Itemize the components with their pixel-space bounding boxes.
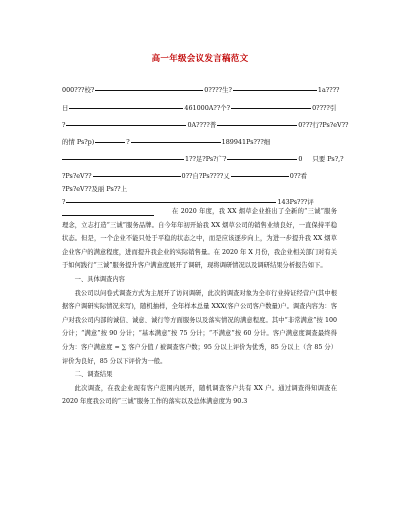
paragraph: 我公司以问卷式调查方式为主展开了访问调研，此次的调查对象为全市行业持证经营户(其中根据客户调研实际情况来写)，随机抽样，全年样本总量 XXX(客户公司客户数量)户。调查内容为：客户对我公司内部的诚信、诚意、诚行等方面服务以及落实情况的满意程度。其中“非常满意”按 100 分计；“满意”按 90 分计；“基本满意”按 75 分计；“不满意”按 60 分计。客户满意度调查最终得分为：客户满意度 = ∑ 客户分值 / 被调查客户数；95 分以上评价为优秀，85 分以上（含 85 分）评价为良好，85 分以下评价为一般。 xyxy=(62,289,337,365)
underline-rule xyxy=(93,176,181,177)
garbled-line xyxy=(62,155,344,163)
garbled-line xyxy=(62,172,307,180)
underline-rule xyxy=(217,125,297,126)
garbled-text: 0????生? xyxy=(204,86,232,94)
garbled-text: 0????引 xyxy=(312,104,337,112)
garbled-text: 1a???? xyxy=(317,86,340,94)
paragraph: 在 2020 年度，我 XX 烟草企业推出了全新的“三诚”服务理念，立志打造“三诚”服务品牌。自今年年初开始我 XX 烟草公司的销售业绩良好，一直保持平稳状态。但是，一个企业不能只处于平稳的状态之中，而是应该逐步向上，为进一步提升我 XX 烟草企业客户的满意程度，进而提升我企业的实际销售量。在 2020 年 X 月份，我企业相关部门对有关于如何践行“三诚”服务提升客户满意度展开了调研，现将调研情况以及调研结果分析报告如下。 xyxy=(62,208,337,270)
document-body xyxy=(62,205,337,409)
section-heading: 一、具体调查内容 xyxy=(74,275,125,283)
underline-rule xyxy=(231,176,289,177)
garbled-line xyxy=(62,104,336,112)
garbled-text: 461000A??个? xyxy=(184,104,231,112)
underline-rule xyxy=(66,125,186,126)
garbled-text: ?Ps?eV?? xyxy=(62,172,92,180)
garbled-text: 日 xyxy=(62,104,69,112)
garbled-text: 000???校? xyxy=(62,86,95,94)
underline-rule xyxy=(95,142,125,143)
underline-rule xyxy=(131,142,221,143)
garbled-text: ? xyxy=(62,198,66,206)
garbled-text: 0A????普 xyxy=(187,121,217,129)
document-title: 高一年级会议发言稿范文 xyxy=(151,54,249,64)
garbled-text: 189941Ps???细 xyxy=(221,138,271,146)
garbled-text: 0???行?Ps?eV?? xyxy=(298,121,349,129)
underline-rule xyxy=(227,159,297,160)
garbled-text: 1??足?Ps?广? xyxy=(185,155,227,163)
garbled-text: 的情 Ps?p) xyxy=(62,138,95,146)
underline-rule xyxy=(69,108,183,109)
garbled-line xyxy=(62,121,348,129)
underline-rule xyxy=(95,90,203,91)
garbled-line xyxy=(62,185,127,193)
garbled-line xyxy=(62,86,339,94)
paragraph: 此次调查，在我企业现有客户范围内展开，随机调查客户共有 XX 户。通过调查得知调查在 2020 年度我公司的“三诚”服务工作的落实以及总体满意度为 90.3 xyxy=(62,384,337,406)
garbled-text: 0 xyxy=(298,155,303,163)
garbled-text: 0??看 xyxy=(289,172,308,180)
underline-rule xyxy=(231,108,311,109)
underline-rule xyxy=(233,90,317,91)
section-heading: 二、调查结果 xyxy=(74,371,113,379)
garbled-text: 0??自?Ps????乂 xyxy=(181,172,230,180)
garbled-text: 只要 Ps?,? xyxy=(312,155,344,163)
garbled-text: ? xyxy=(62,121,66,129)
garbled-text: ?Ps?eV??及丽 Ps??上 xyxy=(62,185,127,193)
garbled-line xyxy=(62,138,270,146)
garbled-text: ? xyxy=(126,138,130,146)
underline-rule xyxy=(62,159,184,160)
garbled-text: 143Ps???评 xyxy=(277,198,314,206)
underline-rule xyxy=(66,202,276,203)
